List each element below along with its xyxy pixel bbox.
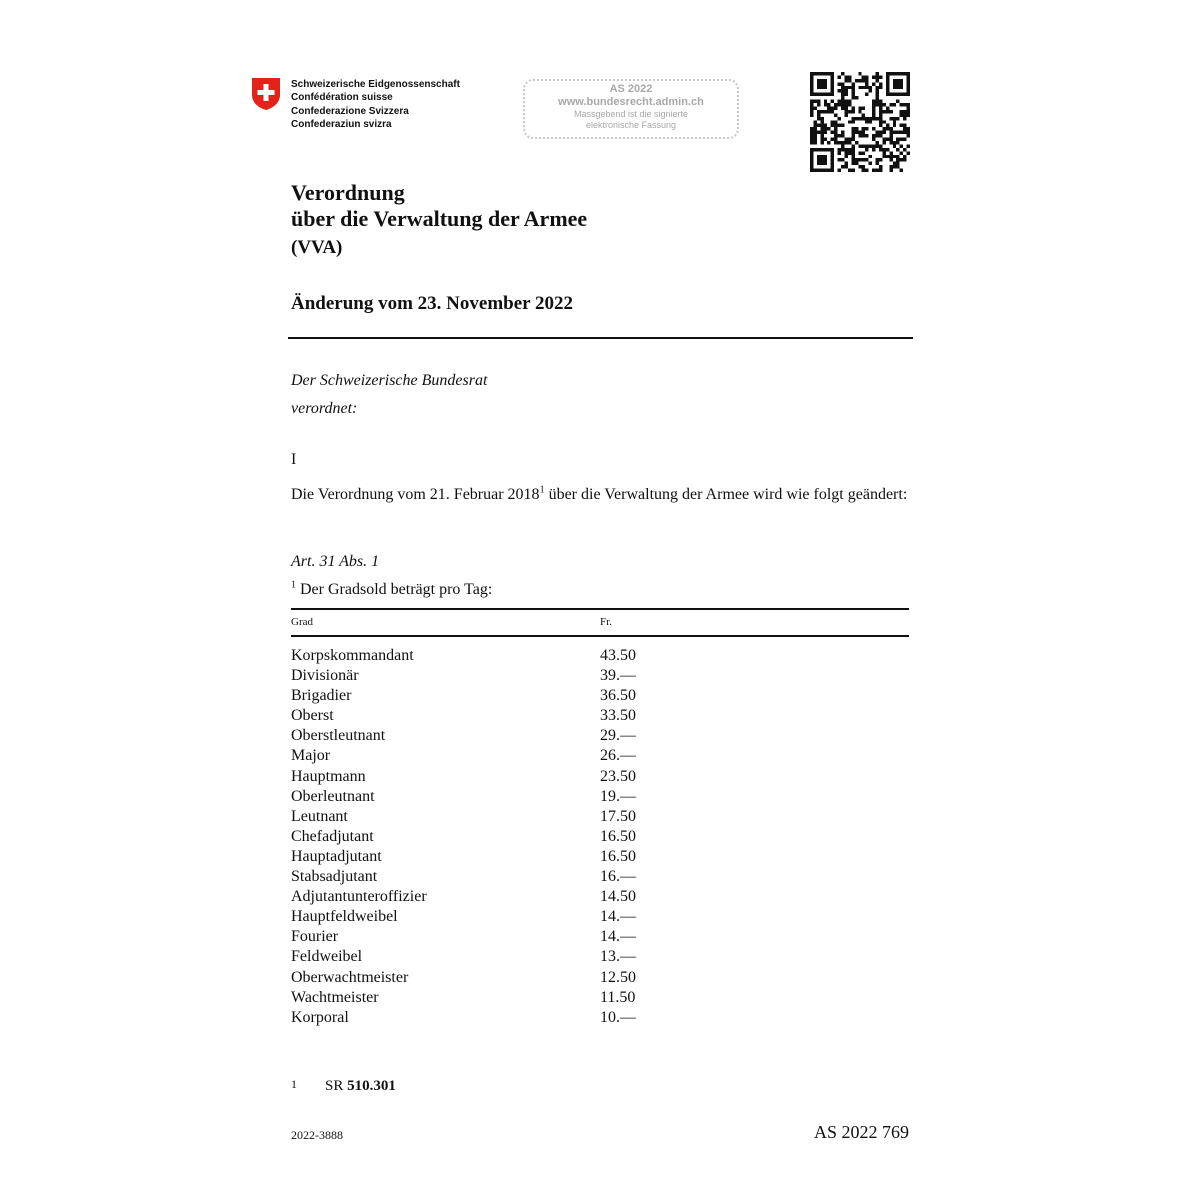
intro-text-after: über die Verwaltung der Armee wird wie folgt geändert:: [544, 486, 908, 503]
amount-cell: 10.—: [600, 1008, 636, 1026]
table-row: [291, 927, 691, 947]
grade-cell: Leutnant: [291, 807, 348, 825]
confederation-name-it: Confederazione Svizzera: [291, 105, 409, 117]
amount-cell: 14.50: [600, 888, 636, 906]
swiss-flag-icon: [251, 77, 281, 111]
confederation-name-de: Schweizerische Eidgenossenschaft: [291, 79, 460, 90]
amount-cell: 39.—: [600, 667, 636, 685]
grade-cell: Divisionär: [291, 667, 359, 685]
amount-cell: 16.—: [600, 868, 636, 886]
table-row: [291, 867, 691, 887]
table-row: [291, 787, 691, 807]
amount-cell: 11.50: [600, 988, 636, 1006]
grade-cell: Stabsadjutant: [291, 868, 378, 886]
table-row: [291, 847, 691, 867]
table-row: [291, 827, 691, 847]
amount-cell: 12.50: [600, 968, 636, 986]
amount-cell: 43.50: [600, 647, 636, 664]
amount-cell: 14.—: [600, 928, 636, 946]
amount-cell: 26.—: [600, 747, 636, 765]
grade-cell: Oberst: [291, 707, 334, 725]
grade-cell: Oberstleutnant: [291, 727, 386, 745]
grade-cell: Oberwachtmeister: [291, 968, 409, 986]
amount-cell: 16.50: [600, 827, 636, 845]
confederation-name-fr: Confédération suisse: [291, 92, 393, 104]
table-row: [291, 706, 691, 726]
table-row: [291, 807, 691, 827]
table-top-rule: [291, 608, 909, 610]
table-row: [291, 646, 691, 666]
footnote-reference: 510.301: [347, 1078, 396, 1094]
amount-cell: 16.50: [600, 847, 636, 865]
amendment-date: Änderung vom 23. November 2022: [291, 293, 574, 314]
section-number: I: [291, 451, 297, 468]
table-row: [291, 746, 691, 766]
amount-cell: 14.—: [600, 908, 636, 926]
amount-cell: 19.—: [600, 787, 636, 805]
paragraph-number: 1: [291, 579, 296, 591]
grade-cell: Fourier: [291, 928, 339, 946]
confederation-name-rm: Confederaziun svizra: [291, 119, 392, 131]
document-title: [291, 180, 587, 232]
amount-cell: 23.50: [600, 767, 636, 785]
stamp-collection: AS 2022: [609, 83, 653, 95]
grade-cell: Feldweibel: [291, 948, 363, 966]
amount-cell: 13.—: [600, 948, 636, 966]
title-line-1: Verordnung: [291, 180, 405, 205]
table-row: [291, 767, 691, 787]
grade-cell: Oberleutnant: [291, 787, 375, 805]
footnote-number: 1: [291, 1077, 297, 1091]
grade-cell: Major: [291, 747, 331, 765]
pay-table: [291, 646, 691, 1028]
title-abbreviation: (VVA): [291, 237, 343, 258]
paragraph-text: Der Gradsold beträgt pro Tag:: [296, 581, 493, 598]
intro-paragraph: [291, 485, 909, 505]
table-row: [291, 988, 691, 1008]
preamble-line-2: verordnet:: [291, 400, 358, 417]
amount-cell: 33.50: [600, 707, 636, 725]
table-header-rule: [291, 635, 909, 637]
grade-cell: Wachtmeister: [291, 988, 379, 1006]
table-header-grade: Grad: [291, 616, 313, 628]
table-row: [291, 666, 691, 686]
footnote-ref[interactable]: 1: [539, 484, 545, 496]
preamble: [291, 367, 487, 423]
title-line-2: über die Verwaltung der Armee: [291, 206, 588, 231]
title-divider: [288, 337, 913, 339]
grade-cell: Korpskommandant: [291, 647, 414, 664]
stamp-note-2: elektronische Fassung: [585, 120, 677, 130]
grade-cell: Korporal: [291, 1008, 349, 1026]
table-row: [291, 968, 691, 988]
table-row: [291, 1008, 691, 1028]
table-row: [291, 947, 691, 967]
intro-text-before: Die Verordnung vom 21. Februar 2018: [291, 486, 540, 503]
grade-cell: Hauptfeldweibel: [291, 908, 398, 926]
amount-cell: 36.50: [600, 687, 636, 705]
grade-cell: Hauptmann: [291, 767, 366, 785]
grade-cell: Brigadier: [291, 687, 352, 705]
grade-cell: Hauptadjutant: [291, 847, 382, 865]
stamp-note-1: Massgebend ist die signierte: [573, 109, 689, 119]
authenticity-stamp: [523, 79, 739, 139]
table-row: [291, 907, 691, 927]
qr-code-icon: [810, 72, 910, 172]
article-paragraph: [291, 581, 492, 599]
table-row: [291, 726, 691, 746]
table-row: [291, 686, 691, 706]
article-heading: Art. 31 Abs. 1: [291, 553, 380, 570]
grade-cell: Chefadjutant: [291, 827, 374, 845]
footnote-prefix: SR: [325, 1078, 344, 1094]
amount-cell: 17.50: [600, 807, 636, 825]
table-row: [291, 887, 691, 907]
page-number: AS 2022 769: [813, 1122, 909, 1142]
amount-cell: 29.—: [600, 727, 636, 745]
confederation-names: [291, 78, 460, 132]
grade-cell: Adjutantunteroffizier: [291, 888, 427, 906]
preamble-line-1: Der Schweizerische Bundesrat: [291, 372, 488, 389]
footnote-text: [325, 1078, 396, 1095]
document-id: 2022-3888: [291, 1128, 343, 1142]
table-header-amount: Fr.: [600, 616, 612, 628]
stamp-url[interactable]: www.bundesrecht.admin.ch: [558, 96, 704, 108]
